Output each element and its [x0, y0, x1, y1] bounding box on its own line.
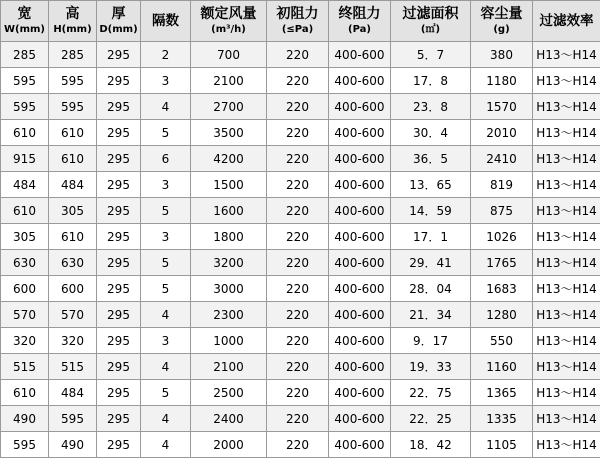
- cell-final-resistance: 400-600: [329, 146, 391, 172]
- cell-filter-area: 21．34: [391, 302, 471, 328]
- table-row: [1, 224, 600, 250]
- cell-rated-airflow: 700: [191, 42, 267, 68]
- cell-filter-efficiency: H13～H14: [533, 146, 600, 172]
- cell-final-resistance: 400-600: [329, 406, 391, 432]
- cell-filter-area: 17．8: [391, 68, 471, 94]
- table-row: [1, 328, 600, 354]
- cell-partitions: 3: [141, 172, 191, 198]
- cell-width: 570: [1, 302, 49, 328]
- column-header-filter-area-unit: (㎡): [391, 24, 470, 37]
- column-header-height-unit: H(mm): [49, 24, 96, 37]
- cell-width: 515: [1, 354, 49, 380]
- cell-dust-capacity: 1160: [471, 354, 533, 380]
- cell-width: 610: [1, 198, 49, 224]
- column-header-initial-resistance-unit: (≤Pa): [267, 24, 328, 37]
- cell-filter-efficiency: H13～H14: [533, 380, 600, 406]
- cell-filter-area: 29．41: [391, 250, 471, 276]
- column-header-width-unit: W(mm): [1, 24, 48, 37]
- cell-height: 320: [49, 328, 97, 354]
- table-row: [1, 276, 600, 302]
- cell-height: 595: [49, 406, 97, 432]
- column-header-dust-capacity: [471, 1, 533, 42]
- column-header-final-resistance-unit: (Pa): [329, 24, 390, 37]
- cell-dust-capacity: 1683: [471, 276, 533, 302]
- cell-depth: 295: [97, 68, 141, 94]
- column-header-width: [1, 1, 49, 42]
- cell-width: 610: [1, 380, 49, 406]
- table-row: [1, 380, 600, 406]
- cell-filter-efficiency: H13～H14: [533, 198, 600, 224]
- cell-initial-resistance: 220: [267, 276, 329, 302]
- column-header-depth-main: 厚: [97, 6, 140, 24]
- column-header-depth: [97, 1, 141, 42]
- cell-filter-area: 13．65: [391, 172, 471, 198]
- cell-width: 915: [1, 146, 49, 172]
- cell-height: 305: [49, 198, 97, 224]
- cell-filter-area: 28．04: [391, 276, 471, 302]
- cell-partitions: 4: [141, 432, 191, 458]
- table-row: [1, 302, 600, 328]
- cell-width: 320: [1, 328, 49, 354]
- cell-depth: 295: [97, 94, 141, 120]
- cell-rated-airflow: 3000: [191, 276, 267, 302]
- table-row: [1, 198, 600, 224]
- table-row: [1, 68, 600, 94]
- cell-partitions: 4: [141, 94, 191, 120]
- cell-depth: 295: [97, 42, 141, 68]
- cell-depth: 295: [97, 120, 141, 146]
- cell-initial-resistance: 220: [267, 302, 329, 328]
- table-row: [1, 120, 600, 146]
- cell-partitions: 5: [141, 250, 191, 276]
- cell-depth: 295: [97, 250, 141, 276]
- column-header-height: [49, 1, 97, 42]
- column-header-rated-airflow: [191, 1, 267, 42]
- column-header-filter-area: [391, 1, 471, 42]
- cell-initial-resistance: 220: [267, 146, 329, 172]
- cell-filter-efficiency: H13～H14: [533, 432, 600, 458]
- cell-rated-airflow: 2700: [191, 94, 267, 120]
- table-row: [1, 42, 600, 68]
- cell-dust-capacity: 380: [471, 42, 533, 68]
- cell-rated-airflow: 1800: [191, 224, 267, 250]
- cell-initial-resistance: 220: [267, 224, 329, 250]
- cell-filter-area: 36．5: [391, 146, 471, 172]
- cell-partitions: 4: [141, 354, 191, 380]
- cell-rated-airflow: 2500: [191, 380, 267, 406]
- cell-rated-airflow: 1600: [191, 198, 267, 224]
- column-header-filter-area-main: 过滤面积: [391, 6, 470, 24]
- cell-dust-capacity: 2010: [471, 120, 533, 146]
- cell-height: 610: [49, 146, 97, 172]
- cell-height: 610: [49, 224, 97, 250]
- cell-dust-capacity: 550: [471, 328, 533, 354]
- cell-final-resistance: 400-600: [329, 276, 391, 302]
- cell-initial-resistance: 220: [267, 120, 329, 146]
- cell-partitions: 4: [141, 302, 191, 328]
- cell-filter-efficiency: H13～H14: [533, 68, 600, 94]
- cell-partitions: 3: [141, 328, 191, 354]
- cell-filter-efficiency: H13～H14: [533, 172, 600, 198]
- cell-width: 610: [1, 120, 49, 146]
- cell-initial-resistance: 220: [267, 354, 329, 380]
- cell-filter-efficiency: H13～H14: [533, 250, 600, 276]
- cell-partitions: 3: [141, 224, 191, 250]
- column-header-filter-efficiency: [533, 1, 600, 42]
- cell-filter-area: 18．42: [391, 432, 471, 458]
- cell-filter-efficiency: H13～H14: [533, 328, 600, 354]
- cell-width: 285: [1, 42, 49, 68]
- cell-initial-resistance: 220: [267, 172, 329, 198]
- cell-initial-resistance: 220: [267, 380, 329, 406]
- cell-width: 484: [1, 172, 49, 198]
- cell-final-resistance: 400-600: [329, 224, 391, 250]
- cell-filter-efficiency: H13～H14: [533, 354, 600, 380]
- cell-initial-resistance: 220: [267, 94, 329, 120]
- cell-dust-capacity: 1765: [471, 250, 533, 276]
- cell-depth: 295: [97, 328, 141, 354]
- cell-partitions: 2: [141, 42, 191, 68]
- cell-filter-efficiency: H13～H14: [533, 42, 600, 68]
- cell-height: 490: [49, 432, 97, 458]
- cell-width: 490: [1, 406, 49, 432]
- cell-dust-capacity: 1335: [471, 406, 533, 432]
- cell-partitions: 5: [141, 380, 191, 406]
- cell-initial-resistance: 220: [267, 328, 329, 354]
- column-header-width-main: 宽: [1, 6, 48, 24]
- cell-dust-capacity: 1570: [471, 94, 533, 120]
- cell-rated-airflow: 2300: [191, 302, 267, 328]
- cell-rated-airflow: 2100: [191, 68, 267, 94]
- cell-final-resistance: 400-600: [329, 328, 391, 354]
- cell-height: 595: [49, 94, 97, 120]
- column-header-partitions-main: 隔数: [141, 13, 190, 30]
- cell-width: 595: [1, 94, 49, 120]
- cell-filter-area: 17．1: [391, 224, 471, 250]
- cell-filter-efficiency: H13～H14: [533, 224, 600, 250]
- cell-height: 285: [49, 42, 97, 68]
- cell-partitions: 5: [141, 120, 191, 146]
- cell-initial-resistance: 220: [267, 432, 329, 458]
- cell-final-resistance: 400-600: [329, 42, 391, 68]
- cell-final-resistance: 400-600: [329, 380, 391, 406]
- cell-initial-resistance: 220: [267, 406, 329, 432]
- cell-rated-airflow: 3200: [191, 250, 267, 276]
- cell-filter-area: 22．75: [391, 380, 471, 406]
- cell-depth: 295: [97, 406, 141, 432]
- cell-rated-airflow: 4200: [191, 146, 267, 172]
- cell-final-resistance: 400-600: [329, 198, 391, 224]
- cell-dust-capacity: 1026: [471, 224, 533, 250]
- cell-height: 610: [49, 120, 97, 146]
- cell-rated-airflow: 2400: [191, 406, 267, 432]
- cell-filter-efficiency: H13～H14: [533, 120, 600, 146]
- table-row: [1, 432, 600, 458]
- cell-depth: 295: [97, 146, 141, 172]
- column-header-filter-efficiency-main: 过滤效率: [533, 13, 600, 30]
- cell-width: 595: [1, 432, 49, 458]
- cell-filter-area: 30．4: [391, 120, 471, 146]
- cell-final-resistance: 400-600: [329, 172, 391, 198]
- cell-dust-capacity: 1180: [471, 68, 533, 94]
- cell-filter-area: 23．8: [391, 94, 471, 120]
- cell-depth: 295: [97, 354, 141, 380]
- cell-depth: 295: [97, 432, 141, 458]
- cell-filter-area: 5．7: [391, 42, 471, 68]
- cell-partitions: 5: [141, 276, 191, 302]
- cell-final-resistance: 400-600: [329, 432, 391, 458]
- column-header-partitions: [141, 1, 191, 42]
- table-row: [1, 354, 600, 380]
- table-row: [1, 406, 600, 432]
- column-header-dust-capacity-main: 容尘量: [471, 6, 532, 24]
- table-row: [1, 146, 600, 172]
- column-header-final-resistance: [329, 1, 391, 42]
- cell-final-resistance: 400-600: [329, 94, 391, 120]
- cell-final-resistance: 400-600: [329, 302, 391, 328]
- cell-filter-area: 14．59: [391, 198, 471, 224]
- table-row: [1, 250, 600, 276]
- cell-filter-area: 22．25: [391, 406, 471, 432]
- cell-partitions: 5: [141, 198, 191, 224]
- cell-partitions: 4: [141, 406, 191, 432]
- cell-depth: 295: [97, 380, 141, 406]
- table-row: [1, 172, 600, 198]
- cell-width: 600: [1, 276, 49, 302]
- cell-depth: 295: [97, 276, 141, 302]
- cell-dust-capacity: 2410: [471, 146, 533, 172]
- cell-filter-efficiency: H13～H14: [533, 302, 600, 328]
- column-header-rated-airflow-unit: (m³/h): [191, 24, 266, 37]
- cell-dust-capacity: 1365: [471, 380, 533, 406]
- cell-dust-capacity: 875: [471, 198, 533, 224]
- cell-height: 484: [49, 172, 97, 198]
- cell-dust-capacity: 1105: [471, 432, 533, 458]
- cell-height: 570: [49, 302, 97, 328]
- cell-final-resistance: 400-600: [329, 120, 391, 146]
- cell-height: 515: [49, 354, 97, 380]
- cell-partitions: 3: [141, 68, 191, 94]
- cell-rated-airflow: 3500: [191, 120, 267, 146]
- cell-dust-capacity: 1280: [471, 302, 533, 328]
- cell-height: 484: [49, 380, 97, 406]
- cell-width: 630: [1, 250, 49, 276]
- cell-width: 305: [1, 224, 49, 250]
- cell-filter-efficiency: H13～H14: [533, 406, 600, 432]
- cell-depth: 295: [97, 172, 141, 198]
- column-header-initial-resistance-main: 初阻力: [267, 6, 328, 24]
- cell-rated-airflow: 1500: [191, 172, 267, 198]
- cell-initial-resistance: 220: [267, 68, 329, 94]
- cell-height: 630: [49, 250, 97, 276]
- table-header-row: [1, 1, 600, 42]
- cell-height: 600: [49, 276, 97, 302]
- cell-width: 595: [1, 68, 49, 94]
- cell-filter-area: 9．17: [391, 328, 471, 354]
- cell-depth: 295: [97, 198, 141, 224]
- table-row: [1, 94, 600, 120]
- cell-final-resistance: 400-600: [329, 354, 391, 380]
- cell-partitions: 6: [141, 146, 191, 172]
- cell-rated-airflow: 2100: [191, 354, 267, 380]
- cell-filter-efficiency: H13～H14: [533, 276, 600, 302]
- cell-filter-efficiency: H13～H14: [533, 94, 600, 120]
- cell-height: 595: [49, 68, 97, 94]
- cell-initial-resistance: 220: [267, 198, 329, 224]
- column-header-depth-unit: D(mm): [97, 24, 140, 37]
- table-header: [1, 1, 600, 42]
- cell-dust-capacity: 819: [471, 172, 533, 198]
- cell-initial-resistance: 220: [267, 250, 329, 276]
- cell-rated-airflow: 1000: [191, 328, 267, 354]
- cell-depth: 295: [97, 224, 141, 250]
- cell-initial-resistance: 220: [267, 42, 329, 68]
- cell-final-resistance: 400-600: [329, 68, 391, 94]
- column-header-rated-airflow-main: 额定风量: [191, 6, 266, 24]
- table-body: [1, 42, 600, 458]
- cell-filter-area: 19．33: [391, 354, 471, 380]
- cell-final-resistance: 400-600: [329, 250, 391, 276]
- cell-rated-airflow: 2000: [191, 432, 267, 458]
- column-header-dust-capacity-unit: (g): [471, 24, 532, 37]
- column-header-height-main: 高: [49, 6, 96, 24]
- column-header-initial-resistance: [267, 1, 329, 42]
- column-header-final-resistance-main: 终阻力: [329, 6, 390, 24]
- cell-depth: 295: [97, 302, 141, 328]
